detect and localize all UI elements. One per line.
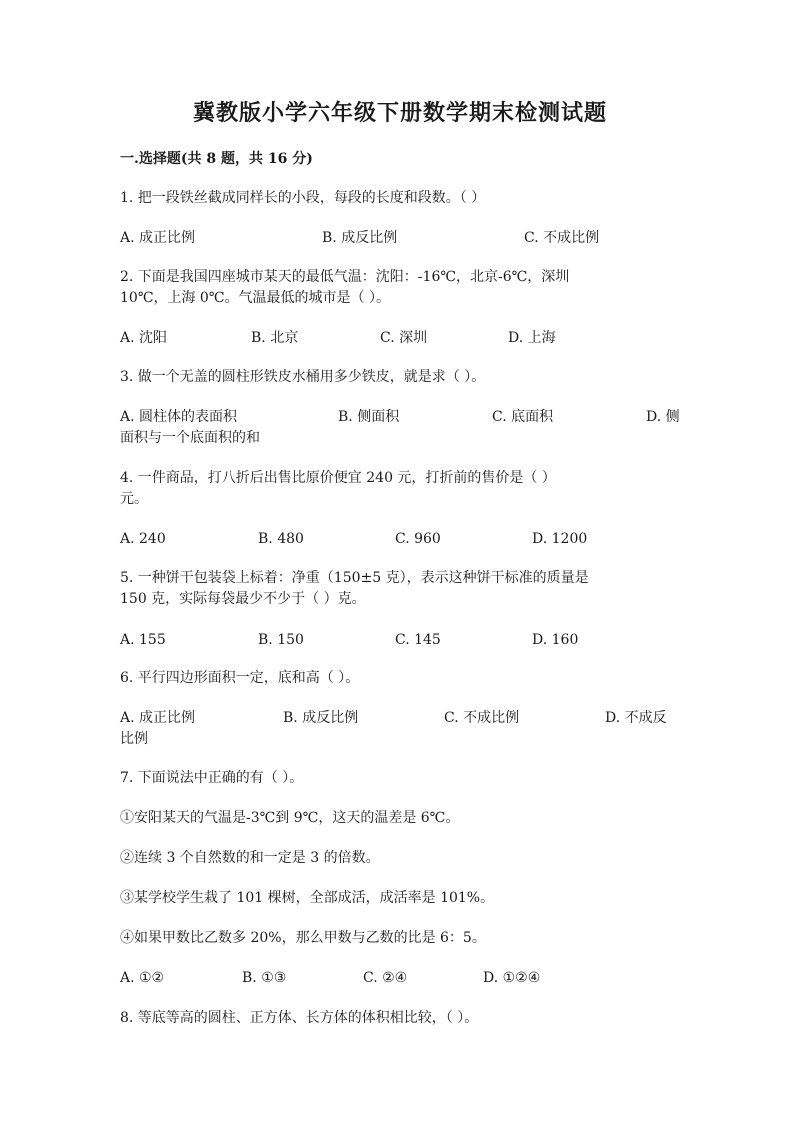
question-7-stem: 7. 下面说法中正确的有（ ）。	[120, 770, 304, 786]
question-7-statement-4: ④如果甲数比乙数多 20%，那么甲数与乙数的比是 6：5。	[120, 930, 486, 946]
question-5-stem-line-2: 150 克，实际每袋最少不少于（ ）克。	[120, 591, 366, 607]
question-4-option-a: A. 240	[120, 531, 166, 547]
question-3-option-d-continued: 面积与一个底面积的和	[120, 430, 260, 446]
page-title: 冀教版小学六年级下册数学期末检测试题	[192, 100, 607, 126]
question-7-option-d: D. ①②④	[483, 970, 541, 986]
question-6-option-a: A. 成正比例	[120, 710, 196, 726]
question-2-option-c: C. 深圳	[380, 330, 428, 346]
question-6-option-c: C. 不成比例	[444, 710, 520, 726]
question-5-option-b: B. 150	[258, 632, 304, 648]
question-5-option-c: C. 145	[395, 632, 441, 648]
question-5-option-a: A. 155	[120, 632, 166, 648]
question-4-option-b: B. 480	[258, 531, 304, 547]
question-1-option-c: C. 不成比例	[524, 230, 600, 246]
question-6-option-b: B. 成反比例	[283, 710, 359, 726]
question-2-option-d: D. 上海	[508, 330, 556, 346]
question-5-stem-line-1: 5. 一种饼干包装袋上标着：净重（150±5 克），表示这种饼干标准的质量是	[120, 570, 589, 586]
question-2-option-b: B. 北京	[251, 330, 299, 346]
question-7-option-c: C. ②④	[363, 970, 408, 986]
question-6-stem: 6. 平行四边形面积一定，底和高（ ）。	[120, 670, 360, 686]
question-7-statement-3: ③某学校学生栽了 101 棵树，全部成活，成活率是 101%。	[120, 890, 495, 906]
section-heading: 一.选择题(共 8 题，共 16 分)	[120, 151, 313, 167]
question-7-statement-2: ②连续 3 个自然数的和一定是 3 的倍数。	[120, 850, 380, 866]
question-7-option-b: B. ①③	[242, 970, 287, 986]
question-3-option-d: D. 侧	[646, 409, 680, 425]
question-1-option-a: A. 成正比例	[120, 230, 196, 246]
question-4-stem-line-2: 元。	[120, 491, 148, 507]
question-4-stem-line-1: 4. 一件商品，打八折后出售比原价便宜 240 元，打折前的售价是（ ）	[120, 470, 556, 486]
question-2-stem-line-2: 10℃，上海 0℃。气温最低的城市是（ ）。	[120, 290, 390, 306]
question-4-option-c: C. 960	[395, 531, 441, 547]
question-3-stem: 3. 做一个无盖的圆柱形铁皮水桶用多少铁皮，就是求（ ）。	[120, 369, 486, 385]
question-3-option-c: C. 底面积	[492, 409, 554, 425]
question-8-stem: 8. 等底等高的圆柱、正方体、长方体的体积相比较，（ ）。	[120, 1010, 479, 1026]
question-7-statement-1: ①安阳某天的气温是-3℃到 9℃，这天的温差是 6℃。	[120, 810, 460, 826]
question-1-stem: 1. 把一段铁丝截成同样长的小段，每段的长度和段数。（ ）	[120, 190, 486, 206]
question-6-option-d-continued: 比例	[120, 731, 148, 747]
question-2-option-a: A. 沈阳	[120, 330, 168, 346]
question-7-option-a: A. ①②	[120, 970, 165, 986]
question-2-stem-line-1: 2. 下面是我国四座城市某天的最低气温：沈阳：-16℃，北京-6℃，深圳	[120, 269, 570, 285]
question-3-option-a: A. 圆柱体的表面积	[120, 409, 238, 425]
question-3-option-b: B. 侧面积	[338, 409, 400, 425]
question-5-option-d: D. 160	[532, 632, 579, 648]
question-6-option-d: D. 不成反	[605, 710, 667, 726]
question-4-option-d: D. 1200	[532, 531, 588, 547]
question-1-option-b: B. 成反比例	[322, 230, 398, 246]
